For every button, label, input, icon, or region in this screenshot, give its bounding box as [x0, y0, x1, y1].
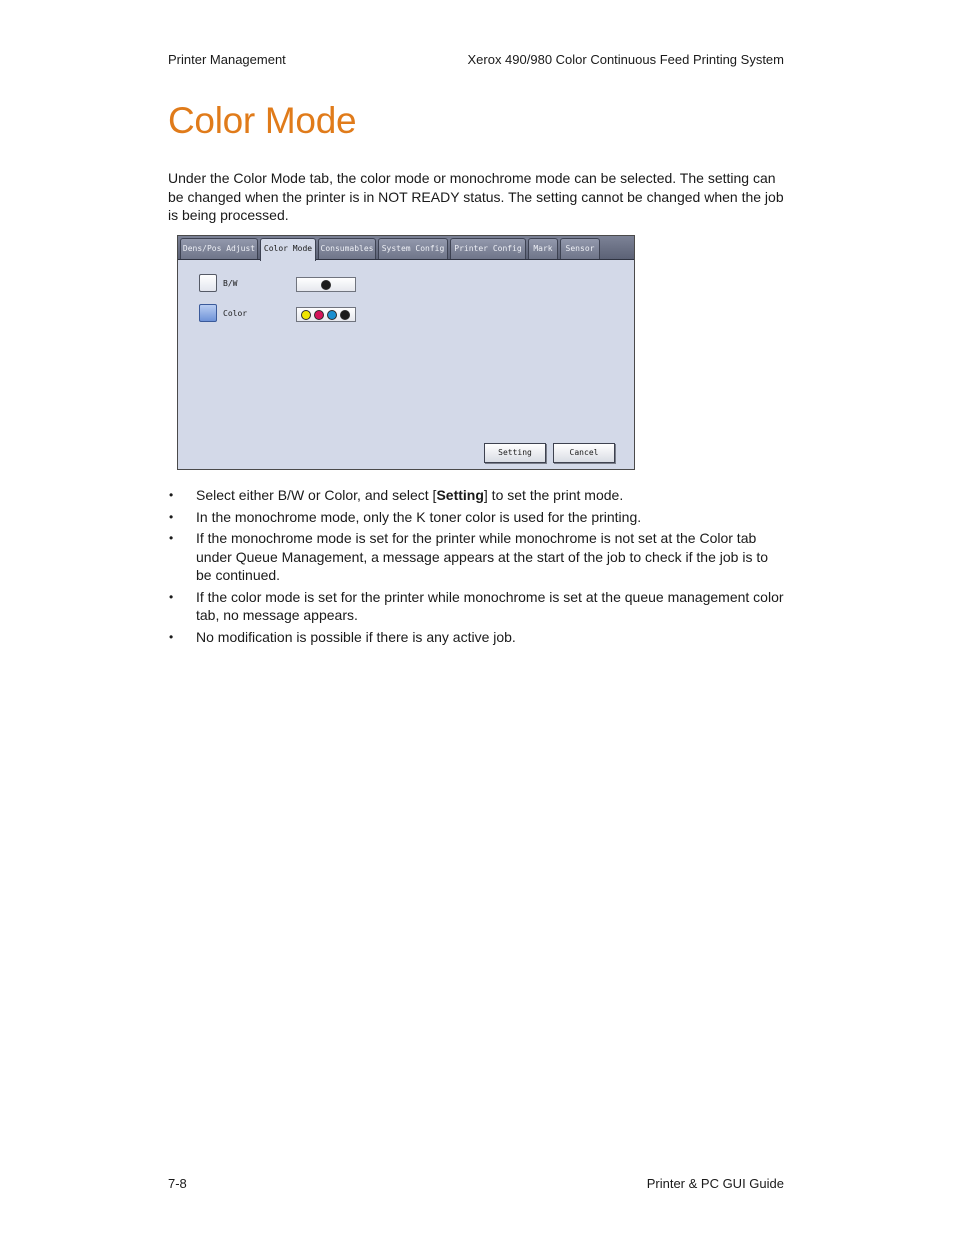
toner-dot-black: [340, 310, 350, 320]
intro-paragraph: Under the Color Mode tab, the color mode or monochrome mode can be selected. The setting can be changed when the printer is in NOT READY status. The setting cannot be changed when the job is being processed.: [168, 170, 784, 223]
tab-system-config[interactable]: System Config: [378, 238, 448, 259]
header-left: Printer Management: [168, 52, 286, 67]
bw-label: B/W: [223, 279, 238, 288]
list-item: • No modification is possible if there is any active job.: [168, 628, 786, 647]
bw-toner-swatch: [296, 277, 356, 292]
toner-dot-cyan: [327, 310, 337, 320]
tab-dens-pos-adjust[interactable]: Dens/Pos Adjust: [180, 238, 258, 259]
tab-printer-config[interactable]: Printer Config: [450, 238, 526, 259]
tab-consumables[interactable]: Consumables: [318, 238, 376, 259]
toner-dot-magenta: [314, 310, 324, 320]
list-item: • Select either B/W or Color, and select [Setting] to set the print mode.: [168, 486, 786, 505]
color-checkbox[interactable]: [199, 304, 217, 322]
bw-checkbox[interactable]: [199, 274, 217, 292]
color-toner-swatch: [296, 307, 356, 322]
list-item: • If the color mode is set for the printer while monochrome is set at the queue management color tab, no message appears.: [168, 588, 786, 625]
color-label: Color: [223, 309, 248, 318]
footer-title: Printer & PC GUI Guide: [646, 1176, 784, 1191]
tab-bar: [178, 236, 634, 260]
setting-button[interactable]: Setting: [484, 443, 546, 463]
color-mode-screenshot: [177, 235, 635, 470]
tab-color-mode[interactable]: Color Mode: [260, 238, 316, 261]
list-item: • If the monochrome mode is set for the printer while monochrome is not set at the Color tab under Queue Management, a message appears at the start of the job to check if the job is to be continued.: [168, 529, 786, 585]
page-number: 7-8: [168, 1176, 187, 1191]
toner-dot-black: [321, 280, 331, 290]
instruction-list: [168, 486, 786, 649]
header-right: Xerox 490/980 Color Continuous Feed Printing System: [467, 52, 784, 67]
list-item: • In the monochrome mode, only the K toner color is used for the printing.: [168, 508, 786, 527]
tab-content: [178, 259, 634, 469]
toner-dot-yellow: [301, 310, 311, 320]
cancel-button[interactable]: Cancel: [553, 443, 615, 463]
setting-keyword: Setting: [436, 487, 484, 503]
tab-mark[interactable]: Mark: [528, 238, 558, 259]
page-title: Color Mode: [168, 100, 357, 141]
tab-sensor[interactable]: Sensor: [560, 238, 600, 259]
